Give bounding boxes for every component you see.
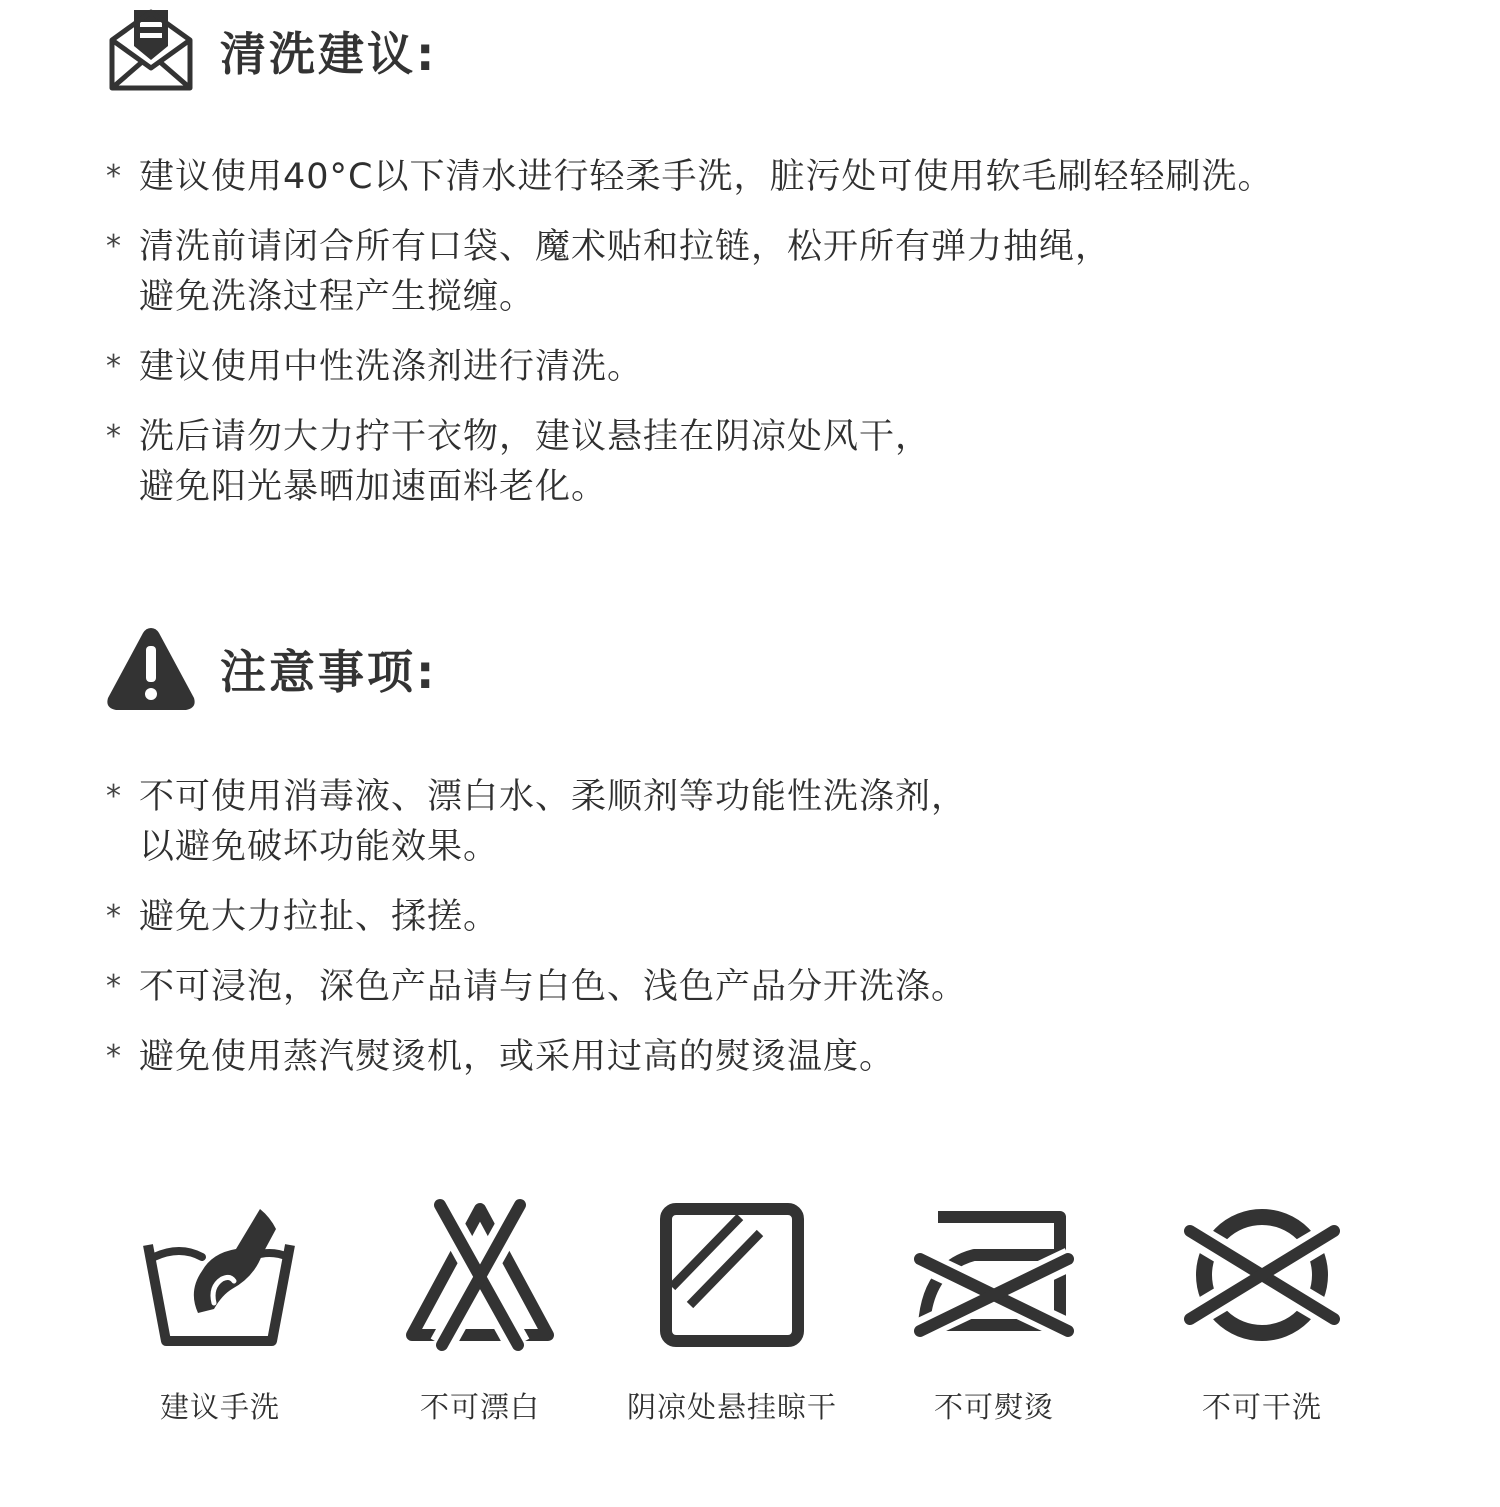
hand-wash-icon	[140, 1195, 300, 1355]
care-symbol-label: 建议手洗	[159, 1390, 280, 1424]
no-dry-clean-icon	[1182, 1195, 1342, 1355]
no-iron-icon	[914, 1195, 1074, 1355]
notice-header	[104, 624, 437, 714]
bullet-star: *	[106, 899, 122, 934]
list-item	[104, 962, 1464, 1012]
no-bleach-icon	[400, 1195, 560, 1355]
list-item-text: 清洗前请闭合所有口袋、魔术贴和拉链，松开所有弹力抽绳，	[139, 227, 1112, 267]
list-item	[104, 342, 1464, 392]
care-symbol-label: 不可干洗	[1201, 1390, 1322, 1424]
bullet-star: *	[106, 779, 122, 814]
care-symbol-label: 阴凉处悬挂晾干	[626, 1390, 837, 1424]
list-item-text: 建议使用中性洗涤剂进行清洗。	[139, 347, 644, 387]
care-symbol-no-dry-clean	[1132, 1195, 1392, 1426]
care-symbol-label: 不可熨烫	[933, 1390, 1054, 1424]
notice-list	[104, 772, 1464, 1082]
care-symbol-label: 不可漂白	[419, 1390, 540, 1424]
list-item-text: 不可使用消毒液、漂白水、柔顺剂等功能性洗涤剂，	[139, 777, 968, 817]
list-item	[104, 152, 1464, 202]
list-item-text: 不可浸泡，深色产品请与白色、浅色产品分开洗涤。	[139, 967, 968, 1007]
list-item-text: 避免阳光暴晒加速面料老化。	[139, 467, 608, 507]
cleaning-header	[104, 6, 437, 96]
list-item	[104, 772, 1464, 872]
bullet-star: *	[106, 229, 122, 264]
list-item-text: 避免洗涤过程产生搅缠。	[139, 277, 536, 317]
list-item-text: 洗后请勿大力拧干衣物，建议悬挂在阴凉处风干，	[139, 417, 932, 457]
list-item	[104, 412, 1464, 512]
list-item-text: 建议使用40°C以下清水进行轻柔手洗，脏污处可使用软毛刷轻轻刷洗。	[139, 157, 1274, 197]
envelope-document-icon	[104, 6, 198, 96]
care-symbol-no-iron	[864, 1195, 1124, 1426]
list-item	[104, 222, 1464, 322]
care-symbol-line-dry-shade	[602, 1195, 862, 1426]
bullet-star: *	[106, 969, 122, 1004]
warning-icon	[104, 624, 198, 714]
list-item-text: 避免大力拉扯、揉搓。	[139, 897, 500, 937]
list-item-text: 以避免破坏功能效果。	[139, 827, 500, 867]
line-dry-in-shade-icon	[652, 1195, 812, 1355]
list-item	[104, 892, 1464, 942]
care-symbol-hand-wash	[90, 1195, 350, 1426]
cleaning-title: 清洗建议:	[220, 27, 438, 81]
notice-title: 注意事项:	[220, 645, 438, 699]
bullet-star: *	[106, 1039, 122, 1074]
bullet-star: *	[106, 419, 122, 454]
cleaning-list	[104, 152, 1464, 512]
bullet-star: *	[106, 349, 122, 384]
bullet-star: *	[106, 159, 122, 194]
list-item-text: 避免使用蒸汽熨烫机，或采用过高的熨烫温度。	[139, 1037, 896, 1077]
list-item	[104, 1032, 1464, 1082]
care-symbol-no-bleach	[350, 1195, 610, 1426]
